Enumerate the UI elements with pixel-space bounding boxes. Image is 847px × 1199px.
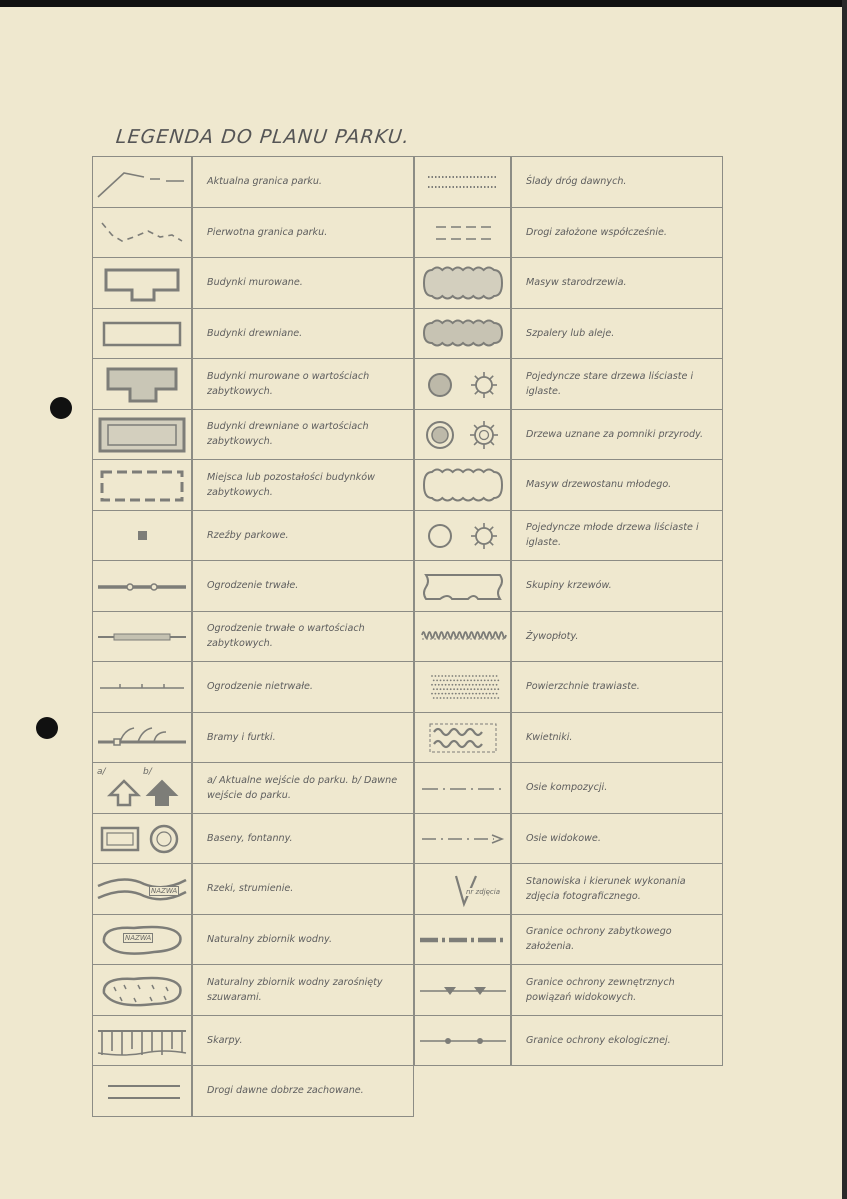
legend-label: Baseny, fontanny. <box>192 813 414 865</box>
pool-fountain-icon <box>92 813 192 865</box>
entrance-icon <box>92 762 192 814</box>
legend-label: Powierzchnie trawiaste. <box>511 661 723 713</box>
legend-label: Budynki murowane o wartościach zabytkowych. <box>192 358 414 410</box>
modern-road-icon <box>414 207 511 259</box>
photo-position-icon <box>414 863 511 915</box>
legend-label: Osie widokowe. <box>511 813 723 865</box>
legend-label: Rzeki, strumienie. <box>192 863 414 915</box>
symbol-mark-text: nr zdjęcia <box>466 888 500 896</box>
legend-label: Budynki drewniane o wartościach zabytkowych. <box>192 409 414 461</box>
legend-label: Szpalery lub aleje. <box>511 308 723 360</box>
legend-label: Bramy i furtki. <box>192 712 414 764</box>
legend-label: Budynki murowane. <box>192 257 414 309</box>
sculpture-icon <box>92 510 192 562</box>
legend-label: Masyw starodrzewia. <box>511 257 723 309</box>
legend-label: Stanowiska i kierunek wykonania zdjęcia fotograficznego. <box>511 863 723 915</box>
historic-building-remains-icon <box>92 459 192 511</box>
legend-label: Kwietniki. <box>511 712 723 764</box>
legend-title: LEGENDA DO PLANU PARKU. <box>114 126 411 148</box>
young-tree-stand-icon <box>414 459 511 511</box>
legend-label: Naturalny zbiornik wodny zarośnięty szuwarami. <box>192 964 414 1016</box>
legend-label: Pojedyncze stare drzewa liściaste i iglaste. <box>511 358 723 410</box>
old-road-icon <box>92 1065 192 1117</box>
legend-label: Masyw drzewostanu młodego. <box>511 459 723 511</box>
entrance-mark-text: b/ <box>143 767 152 777</box>
natural-pond-icon <box>92 914 192 966</box>
permanent-fence-icon <box>92 560 192 612</box>
historic-fence-icon <box>92 611 192 663</box>
current-boundary-icon <box>92 156 192 208</box>
legend-label: Osie kompozycji. <box>511 762 723 814</box>
symbol-mark-text: NAZWA <box>151 887 178 895</box>
legend-label: Ogrodzenie trwałe o wartościach zabytkowych. <box>192 611 414 663</box>
legend-label: Ślady dróg dawnych. <box>511 156 723 208</box>
monument-protection-boundary-icon <box>414 914 511 966</box>
legend-label: Granice ochrony ekologicznej. <box>511 1015 723 1067</box>
legend-label: Naturalny zbiornik wodny. <box>192 914 414 966</box>
external-view-protection-icon <box>414 964 511 1016</box>
composition-axis-icon <box>414 762 511 814</box>
wooden-building-icon <box>92 308 192 360</box>
legend-label: Aktualna granica parku. <box>192 156 414 208</box>
overgrown-pond-icon <box>92 964 192 1016</box>
gate-icon <box>92 712 192 764</box>
original-boundary-icon <box>92 207 192 259</box>
temporary-fence-icon <box>92 661 192 713</box>
legend-label: Budynki drewniane. <box>192 308 414 360</box>
legend-label: Drzewa uznane za pomniki przyrody. <box>511 409 723 461</box>
tree-alley-icon <box>414 308 511 360</box>
legend-label: Pierwotna granica parku. <box>192 207 414 259</box>
symbol-mark-text: NAZWA <box>125 933 152 942</box>
escarpment-icon <box>92 1015 192 1067</box>
view-axis-icon <box>414 813 511 865</box>
flowerbed-icon <box>414 712 511 764</box>
legend-label: Miejsca lub pozostałości budynków zabytkowych. <box>192 459 414 511</box>
legend-label: Żywopłoty. <box>511 611 723 663</box>
hedge-icon <box>414 611 511 663</box>
single-young-tree-icon <box>414 510 511 562</box>
old-tree-mass-icon <box>414 257 511 309</box>
page-edge-top <box>0 0 847 7</box>
legend-label: Granice ochrony zewnętrznych powiązań widokowych. <box>511 964 723 1016</box>
single-old-tree-icon <box>414 358 511 410</box>
lawn-icon <box>414 661 511 713</box>
legend-label: Skupiny krzewów. <box>511 560 723 612</box>
legend-label: Drogi założone współcześnie. <box>511 207 723 259</box>
legend-label: Granice ochrony zabytkowego założenia. <box>511 914 723 966</box>
legend-label: Drogi dawne dobrze zachowane. <box>192 1065 414 1117</box>
entrance-mark-text: a/ <box>97 767 106 777</box>
legend-label: Ogrodzenie trwałe. <box>192 560 414 612</box>
river-icon <box>92 863 192 915</box>
old-road-traces-icon <box>414 156 511 208</box>
legend-label: Ogrodzenie nietrwałe. <box>192 661 414 713</box>
legend-label: Pojedyncze młode drzewa liściaste i iglaste. <box>511 510 723 562</box>
page-edge-right <box>842 0 847 1199</box>
legend-label: Skarpy. <box>192 1015 414 1067</box>
historic-masonry-building-icon <box>92 358 192 410</box>
legend-label: Rzeźby parkowe. <box>192 510 414 562</box>
punch-hole-top <box>50 397 72 419</box>
historic-wooden-building-icon <box>92 409 192 461</box>
natural-monument-tree-icon <box>414 409 511 461</box>
ecological-protection-icon <box>414 1015 511 1067</box>
legend-label: a/ Aktualne wejście do parku. b/ Dawne wejście do parku. <box>192 762 414 814</box>
punch-hole-bottom <box>36 717 58 739</box>
masonry-building-icon <box>92 257 192 309</box>
shrub-group-icon <box>414 560 511 612</box>
